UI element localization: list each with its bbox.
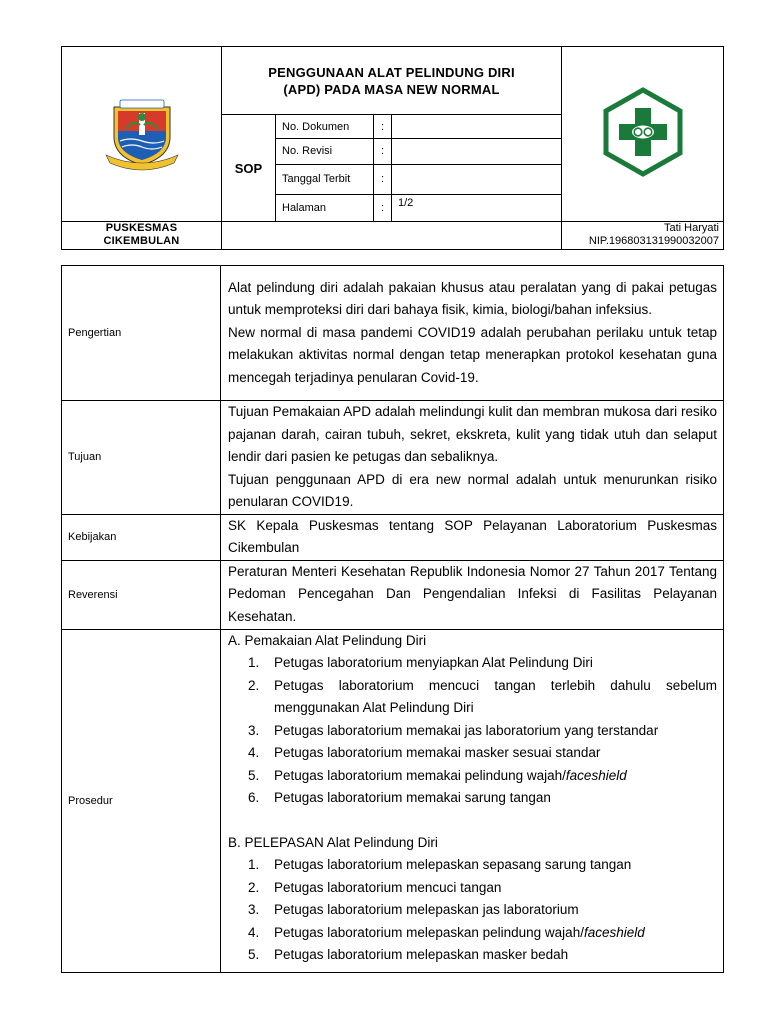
step-text-main: Petugas laboratorium memakai sarung tangan <box>274 790 551 805</box>
meta-label-no-revisi: No. Revisi <box>276 139 374 164</box>
organization-line-2: CIKEMBULAN <box>103 235 180 248</box>
signer-nip: NIP.196803131990032007 <box>588 235 719 248</box>
section-body-kebijakan <box>221 514 724 560</box>
kebijakan-paragraph: SK Kepala Puskesmas tentang SOP Pelayanan Laboratorium Puskesmas Cikembulan <box>228 517 717 555</box>
step-text <box>274 899 717 922</box>
section-body-referensi <box>221 560 724 629</box>
step-text <box>274 675 717 720</box>
step-number: 5. <box>248 947 260 962</box>
sop-label: SOP <box>222 115 276 221</box>
prosedur-subheading-b: B. PELEPASAN Alat Pelindung Diri <box>228 834 438 850</box>
procedure-step <box>228 944 717 967</box>
meta-value-no-revisi <box>392 139 562 164</box>
step-text <box>274 787 717 810</box>
header-empty-cell <box>222 221 562 249</box>
step-number: 1. <box>248 857 260 872</box>
pengertian-paragraph-2: New normal di masa pandemi COVID19 adalah perubahan perilaku untuk tetap melakukan aktivitas normal dengan tetap menerapkan protokol kesehatan guna mencegah terjadinya penularan Covid-19. <box>228 324 717 385</box>
meta-colon: : <box>374 164 392 194</box>
prosedur-subheading-a: A. Pemakaian Alat Pelindung Diri <box>228 632 427 648</box>
procedure-step <box>228 922 717 945</box>
step-number: 6. <box>248 790 260 805</box>
step-number: 5. <box>248 767 260 783</box>
section-body-pengertian <box>221 266 724 401</box>
step-text-main: Petugas laboratorium melepaskan pelindung wajah/ <box>274 924 584 940</box>
step-text-main: Petugas laboratorium mencuci tangan <box>274 879 502 895</box>
meta-value-no-dokumen <box>392 115 562 139</box>
section-row-referensi <box>62 560 724 629</box>
section-label-kebijakan: Kebijakan <box>62 514 221 560</box>
step-text <box>274 922 717 945</box>
procedure-step <box>228 652 717 675</box>
title-line-1: PENGGUNAAN ALAT PELINDUNG DIRI <box>268 64 515 80</box>
step-text <box>274 877 717 900</box>
procedure-step <box>228 675 717 720</box>
step-text <box>274 944 717 967</box>
procedure-step <box>228 787 717 810</box>
step-number: 3. <box>248 902 260 917</box>
sop-content-table <box>61 265 724 973</box>
step-text <box>274 720 717 743</box>
step-text-main: Petugas laboratorium memakai pelindung wajah/ <box>274 767 566 783</box>
meta-label-no-dokumen: No. Dokumen <box>276 115 374 139</box>
step-text <box>274 765 717 788</box>
prosedur-list-a <box>228 652 717 810</box>
section-label-pengertian: Pengertian <box>62 266 221 401</box>
step-number: 1. <box>248 655 260 670</box>
section-row-pengertian <box>62 266 724 401</box>
meta-label-tanggal-terbit: Tanggal Terbit <box>276 164 374 194</box>
step-text-main: Petugas laboratorium menyiapkan Alat Pelindung Diri <box>274 655 593 670</box>
procedure-step <box>228 854 717 877</box>
step-number: 2. <box>248 879 260 895</box>
procedure-step <box>228 720 717 743</box>
tujuan-paragraph-1: Tujuan Pemakaian APD adalah melindungi kulit dan membran mukosa dari resiko pajanan darah, cairan tubuh, sekret, ekskreta, kulit yang tidak utuh dan selaput lendir dari pasien ke petugas dan sebaliknya. <box>228 404 717 464</box>
step-text-main: Petugas laboratorium mencuci tangan terlebih dahulu sebelum menggunakan Alat Pelindung Diri <box>274 677 717 715</box>
section-row-tujuan <box>62 401 724 515</box>
title-line-2: (APD) PADA MASA NEW NORMAL <box>283 81 500 97</box>
pengertian-paragraph-1: Alat pelindung diri adalah pakaian khusus atau peralatan yang di pakai petugas untuk memproteksi diri dari bahaya fisik, kimia, biologi/bahan infeksius. <box>228 279 717 318</box>
step-text <box>274 742 717 765</box>
meta-colon: : <box>374 139 392 164</box>
procedure-step <box>228 877 717 900</box>
section-body-tujuan <box>221 401 724 515</box>
puskesmas-green-cross-logo-icon <box>597 86 689 178</box>
organization-line-1: PUSKESMAS <box>105 222 178 235</box>
meta-label-halaman: Halaman <box>276 194 374 221</box>
meta-value-halaman: 1/2 <box>392 194 562 221</box>
step-number: 3. <box>248 722 260 738</box>
section-row-kebijakan <box>62 514 724 560</box>
sop-header-table <box>61 46 724 250</box>
prosedur-list-b <box>228 854 717 967</box>
meta-colon: : <box>374 115 392 139</box>
step-text-main: Petugas laboratorium melepaskan jas laboratorium <box>274 902 579 917</box>
step-number: 4. <box>248 924 260 940</box>
puskesmas-logo-cell <box>562 47 724 222</box>
step-number: 4. <box>248 745 260 760</box>
section-label-referensi: Reverensi <box>62 560 221 629</box>
step-text <box>274 652 717 675</box>
meta-value-tanggal-terbit <box>392 164 562 194</box>
step-text-italic: faceshield <box>565 767 627 783</box>
regency-logo-cell <box>62 47 222 222</box>
procedure-step <box>228 765 717 788</box>
step-text-main: Petugas laboratorium melepaskan sepasang sarung tangan <box>274 857 632 872</box>
step-text-italic: faceshield <box>583 924 645 940</box>
step-number: 2. <box>248 677 260 693</box>
pangandaran-regency-seal-icon <box>102 91 182 171</box>
organization-name <box>62 221 222 249</box>
procedure-step <box>228 742 717 765</box>
section-label-tujuan: Tujuan <box>62 401 221 515</box>
meta-colon: : <box>374 194 392 221</box>
section-label-prosedur: Prosedur <box>62 629 221 972</box>
referensi-paragraph: Peraturan Menteri Kesehatan Republik Indonesia Nomor 27 Tahun 2017 Tentang Pedoman Pencegahan Dan Pengendalian Infeksi di Fasilitas Pelayanan Kesehatan. <box>228 563 717 624</box>
signer-block <box>562 221 724 249</box>
procedure-step <box>228 899 717 922</box>
section-body-prosedur <box>221 629 724 972</box>
tujuan-paragraph-2: Tujuan penggunaan APD di era new normal adalah untuk menurunkan risiko penularan COVID19. <box>228 471 717 509</box>
prosedur-spacer <box>228 810 717 832</box>
document-title <box>222 47 562 115</box>
step-text-main: Petugas laboratorium melepaskan masker bedah <box>274 947 569 962</box>
signer-name: Tati Haryati <box>663 222 719 235</box>
section-row-prosedur <box>62 629 724 972</box>
step-text-main: Petugas laboratorium memakai masker sesuai standar <box>274 745 601 760</box>
step-text <box>274 854 717 877</box>
step-text-main: Petugas laboratorium memakai jas laboratorium yang terstandar <box>274 722 659 738</box>
